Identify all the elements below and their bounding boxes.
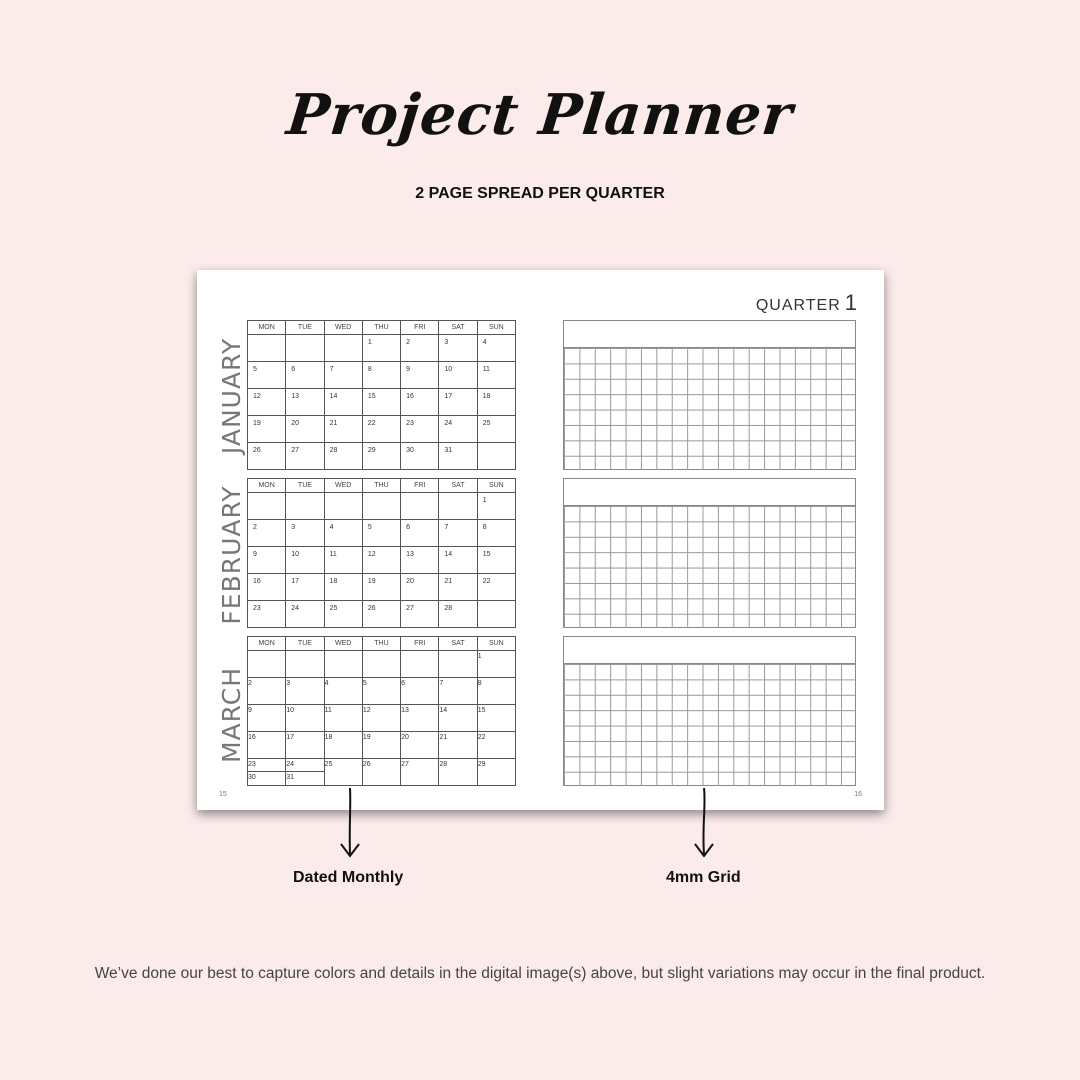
planner-spread xyxy=(197,270,884,810)
grid-cells xyxy=(564,506,855,628)
day-cell xyxy=(248,416,286,443)
weekday-label: MON xyxy=(248,637,286,651)
day-cell xyxy=(477,520,515,547)
week-row xyxy=(248,759,516,786)
day-number: 30 xyxy=(406,447,414,454)
weekday-label: SAT xyxy=(439,321,477,335)
day-cell xyxy=(324,601,362,628)
weekday-label: SUN xyxy=(477,479,515,493)
day-number: 3 xyxy=(286,680,291,687)
day-cell xyxy=(401,362,439,389)
day-cell xyxy=(439,759,477,786)
arrow-down-icon xyxy=(692,786,716,860)
day-number: 8 xyxy=(367,366,372,373)
day-cell xyxy=(324,362,362,389)
weekday-label: THU xyxy=(362,637,400,651)
day-cell xyxy=(362,651,400,678)
day-cell xyxy=(324,651,362,678)
grid-header xyxy=(564,637,855,664)
day-number: 15 xyxy=(477,707,486,714)
day-cell xyxy=(362,574,400,601)
quarter-label: QUARTER xyxy=(755,297,841,314)
day-number: 11 xyxy=(482,366,490,373)
day-number: 19 xyxy=(367,578,376,585)
day-cell xyxy=(401,335,439,362)
day-cell xyxy=(439,362,477,389)
weekday-label: SUN xyxy=(477,321,515,335)
day-cell xyxy=(286,651,324,678)
day-cell xyxy=(324,574,362,601)
grid-box-january xyxy=(563,320,856,470)
day-cell xyxy=(324,705,362,732)
day-cell xyxy=(362,493,400,520)
week-row xyxy=(248,651,516,678)
day-number: 27 xyxy=(291,447,300,454)
left-page-number: 15 xyxy=(219,791,227,798)
day-number: 9 xyxy=(253,551,257,558)
day-number: 11 xyxy=(324,707,332,714)
day-number: 2 xyxy=(406,339,411,346)
month-label-march: MARCH xyxy=(217,666,246,764)
weekday-label: FRI xyxy=(401,321,439,335)
grid-box-february xyxy=(563,478,856,628)
week-row xyxy=(248,705,516,732)
day-cell xyxy=(401,520,439,547)
day-cell xyxy=(324,547,362,574)
day-number: 23 xyxy=(406,420,414,427)
day-number: 31 xyxy=(286,774,295,781)
month-label-january: JANUARY xyxy=(217,337,246,455)
weekday-header-row xyxy=(248,637,516,651)
day-cell xyxy=(362,547,400,574)
day-cell xyxy=(286,732,324,759)
calendar-january xyxy=(247,320,516,470)
day-cell xyxy=(401,759,439,786)
day-number: 12 xyxy=(362,707,371,714)
day-number: 29 xyxy=(367,447,376,454)
day-cell xyxy=(324,520,362,547)
day-number: 22 xyxy=(482,578,491,585)
day-number xyxy=(363,651,400,653)
day-number: 27 xyxy=(406,605,414,612)
page-subtitle: 2 PAGE SPREAD PER QUARTER xyxy=(415,185,665,202)
caption-4mm-grid: 4mm Grid xyxy=(666,869,741,886)
day-number xyxy=(248,493,285,497)
week-row xyxy=(248,389,516,416)
day-number: 21 xyxy=(444,578,453,585)
day-number: 25 xyxy=(324,761,333,768)
day-cell xyxy=(362,601,400,628)
day-cell xyxy=(439,335,477,362)
weekday-label: SAT xyxy=(439,479,477,493)
week-row xyxy=(248,335,516,362)
day-cell xyxy=(286,362,324,389)
day-cell xyxy=(362,362,400,389)
weekday-label: FRI xyxy=(401,479,439,493)
calendar-march xyxy=(247,636,516,786)
day-cell xyxy=(439,651,477,678)
day-cell xyxy=(401,493,439,520)
day-number: 26 xyxy=(362,761,371,768)
day-number: 24 xyxy=(291,605,300,612)
day-cell xyxy=(439,493,477,520)
day-cell xyxy=(362,416,400,443)
day-number: 17 xyxy=(444,393,453,400)
day-number: 20 xyxy=(401,734,409,741)
day-cell xyxy=(286,493,324,520)
day-number: 14 xyxy=(329,393,338,400)
weekday-label: WED xyxy=(324,479,362,493)
day-number: 3 xyxy=(291,524,296,531)
day-number xyxy=(439,651,476,653)
day-number: 22 xyxy=(477,734,486,741)
day-cell xyxy=(286,574,324,601)
day-cell xyxy=(477,601,515,628)
day-cell xyxy=(324,678,362,705)
day-cell xyxy=(286,335,324,362)
grid-cells xyxy=(564,348,855,470)
day-cell xyxy=(248,574,286,601)
day-cell xyxy=(248,732,286,759)
day-number: 26 xyxy=(253,447,261,454)
day-cell xyxy=(477,443,515,470)
day-cell xyxy=(477,732,515,759)
disclaimer-text: We’ve done our best to capture colors and details in the digital image(s) above, but slight variations may occur in the final product. xyxy=(94,965,986,982)
day-number: 23 xyxy=(248,761,256,768)
day-number: 16 xyxy=(406,393,414,400)
day-number: 6 xyxy=(401,680,406,687)
day-cell xyxy=(248,759,286,786)
day-number: 25 xyxy=(329,605,338,612)
day-cell xyxy=(362,732,400,759)
day-cell xyxy=(286,759,324,786)
day-cell xyxy=(401,705,439,732)
day-cell xyxy=(286,443,324,470)
grid-cells xyxy=(564,664,855,786)
weekday-label: THU xyxy=(362,479,400,493)
day-number xyxy=(325,335,362,339)
day-number xyxy=(248,335,285,339)
day-cell xyxy=(401,574,439,601)
day-number: 13 xyxy=(291,393,300,400)
day-number: 26 xyxy=(367,605,376,612)
arrow-down-icon xyxy=(338,786,362,860)
day-number: 7 xyxy=(444,524,449,531)
day-number: 15 xyxy=(367,393,376,400)
right-page-number: 16 xyxy=(854,791,862,798)
day-number: 15 xyxy=(482,551,491,558)
weekday-header-row xyxy=(248,321,516,335)
day-number: 18 xyxy=(324,734,333,741)
day-cell xyxy=(286,389,324,416)
day-number xyxy=(286,335,323,339)
weekday-label: FRI xyxy=(401,637,439,651)
day-cell xyxy=(324,732,362,759)
day-cell xyxy=(477,362,515,389)
day-cell xyxy=(439,601,477,628)
weekday-label: SUN xyxy=(477,637,515,651)
day-number: 18 xyxy=(482,393,491,400)
grid-box-march xyxy=(563,636,856,786)
day-cell xyxy=(477,493,515,520)
weekday-header-row xyxy=(248,479,516,493)
page-title: Project Planner xyxy=(283,82,797,148)
day-cell xyxy=(401,651,439,678)
day-number xyxy=(286,651,323,653)
quarter-heading xyxy=(756,290,858,316)
day-number: 7 xyxy=(439,680,444,687)
day-cell xyxy=(401,443,439,470)
day-number: 1 xyxy=(477,653,482,660)
day-number: 5 xyxy=(362,680,367,687)
week-row xyxy=(248,547,516,574)
day-number: 12 xyxy=(367,551,376,558)
weekday-label: MON xyxy=(248,321,286,335)
day-number: 3 xyxy=(444,339,449,346)
day-number: 14 xyxy=(439,707,448,714)
day-number: 7 xyxy=(329,366,334,373)
day-cell xyxy=(286,678,324,705)
day-number xyxy=(325,651,362,653)
quarter-number: 1 xyxy=(844,290,858,315)
day-number: 5 xyxy=(367,524,372,531)
day-number: 28 xyxy=(439,761,448,768)
day-number: 16 xyxy=(248,734,256,741)
day-cell xyxy=(439,574,477,601)
day-number: 25 xyxy=(482,420,491,427)
day-number: 18 xyxy=(329,578,338,585)
day-cell xyxy=(324,493,362,520)
day-number: 5 xyxy=(253,366,257,373)
weekday-label: THU xyxy=(362,321,400,335)
day-number: 20 xyxy=(291,420,300,427)
week-row xyxy=(248,493,516,520)
day-cell xyxy=(286,705,324,732)
caption-dated-monthly: Dated Monthly xyxy=(293,869,404,886)
day-cell xyxy=(286,547,324,574)
weekday-label: TUE xyxy=(286,479,324,493)
day-cell xyxy=(248,601,286,628)
day-cell xyxy=(286,601,324,628)
day-number: 28 xyxy=(329,447,338,454)
day-number: 17 xyxy=(291,578,300,585)
day-cell xyxy=(477,705,515,732)
day-cell xyxy=(439,416,477,443)
month-label-february: FEBRUARY xyxy=(217,485,246,625)
day-number xyxy=(401,493,438,497)
day-number: 21 xyxy=(439,734,448,741)
week-row xyxy=(248,520,516,547)
day-cell xyxy=(362,389,400,416)
day-cell xyxy=(362,678,400,705)
day-cell xyxy=(286,416,324,443)
weekday-label: TUE xyxy=(286,321,324,335)
day-cell xyxy=(477,547,515,574)
day-cell xyxy=(362,520,400,547)
weekday-label: WED xyxy=(324,321,362,335)
weekday-label: MON xyxy=(248,479,286,493)
day-number: 8 xyxy=(477,680,482,687)
day-number: 10 xyxy=(286,707,295,714)
day-number xyxy=(439,493,476,497)
day-cell xyxy=(477,651,515,678)
day-number: 30 xyxy=(248,774,256,781)
day-cell xyxy=(477,574,515,601)
day-number: 10 xyxy=(291,551,300,558)
day-number: 13 xyxy=(406,551,414,558)
day-cell xyxy=(401,416,439,443)
day-cell xyxy=(439,520,477,547)
weekday-label: WED xyxy=(324,637,362,651)
day-number xyxy=(363,493,400,497)
day-cell xyxy=(248,520,286,547)
day-number xyxy=(248,651,285,653)
day-number: 19 xyxy=(253,420,261,427)
day-number: 8 xyxy=(482,524,487,531)
day-number: 1 xyxy=(482,497,487,504)
day-number xyxy=(478,443,515,447)
day-cell xyxy=(362,759,400,786)
day-number: 6 xyxy=(291,366,296,373)
day-number xyxy=(401,651,438,653)
day-cell xyxy=(362,705,400,732)
day-cell xyxy=(477,389,515,416)
calendar-february xyxy=(247,478,516,628)
day-number: 28 xyxy=(444,605,453,612)
day-cell xyxy=(401,389,439,416)
day-cell xyxy=(286,520,324,547)
day-cell xyxy=(324,416,362,443)
day-number: 4 xyxy=(324,680,329,687)
day-number: 24 xyxy=(286,761,295,768)
day-cell xyxy=(401,601,439,628)
day-cell xyxy=(439,678,477,705)
weekday-label: SAT xyxy=(439,637,477,651)
day-number: 22 xyxy=(367,420,376,427)
day-cell xyxy=(439,443,477,470)
day-cell xyxy=(324,759,362,786)
day-cell xyxy=(248,389,286,416)
day-number: 20 xyxy=(406,578,414,585)
day-cell xyxy=(248,362,286,389)
day-cell xyxy=(401,678,439,705)
day-number: 19 xyxy=(362,734,371,741)
day-number: 21 xyxy=(329,420,338,427)
day-cell xyxy=(248,678,286,705)
day-number xyxy=(478,601,515,605)
day-number: 4 xyxy=(482,339,487,346)
day-number: 24 xyxy=(444,420,453,427)
day-number: 2 xyxy=(248,680,252,687)
day-cell xyxy=(248,651,286,678)
day-cell xyxy=(248,443,286,470)
day-cell xyxy=(439,705,477,732)
week-row xyxy=(248,732,516,759)
day-number: 2 xyxy=(253,524,257,531)
day-number: 6 xyxy=(406,524,411,531)
day-cell xyxy=(477,416,515,443)
day-number xyxy=(286,493,323,497)
grid-header xyxy=(564,321,855,348)
day-cell xyxy=(324,335,362,362)
day-cell xyxy=(477,759,515,786)
day-cell xyxy=(248,493,286,520)
day-number: 16 xyxy=(253,578,261,585)
day-cell xyxy=(248,705,286,732)
day-number: 4 xyxy=(329,524,334,531)
day-cell xyxy=(362,443,400,470)
day-cell xyxy=(324,389,362,416)
day-cell xyxy=(401,732,439,759)
week-row xyxy=(248,362,516,389)
day-number: 9 xyxy=(248,707,252,714)
week-row xyxy=(248,601,516,628)
day-number: 17 xyxy=(286,734,295,741)
day-number: 13 xyxy=(401,707,409,714)
weekday-label: TUE xyxy=(286,637,324,651)
day-cell xyxy=(248,335,286,362)
day-number: 27 xyxy=(401,761,409,768)
day-cell xyxy=(477,678,515,705)
day-cell xyxy=(401,547,439,574)
day-number: 31 xyxy=(444,447,453,454)
day-cell xyxy=(477,335,515,362)
day-cell xyxy=(439,547,477,574)
day-number: 9 xyxy=(406,366,411,373)
week-row xyxy=(248,574,516,601)
day-number: 11 xyxy=(329,551,337,558)
day-cell xyxy=(362,335,400,362)
day-number: 12 xyxy=(253,393,261,400)
day-number: 23 xyxy=(253,605,261,612)
day-number: 10 xyxy=(444,366,453,373)
day-cell xyxy=(324,443,362,470)
week-row xyxy=(248,678,516,705)
day-number: 14 xyxy=(444,551,453,558)
day-number: 1 xyxy=(367,339,372,346)
grid-header xyxy=(564,479,855,506)
day-number: 29 xyxy=(477,761,486,768)
day-cell xyxy=(439,732,477,759)
day-number xyxy=(325,493,362,497)
week-row xyxy=(248,443,516,470)
week-row xyxy=(248,416,516,443)
day-cell xyxy=(439,389,477,416)
day-cell xyxy=(248,547,286,574)
